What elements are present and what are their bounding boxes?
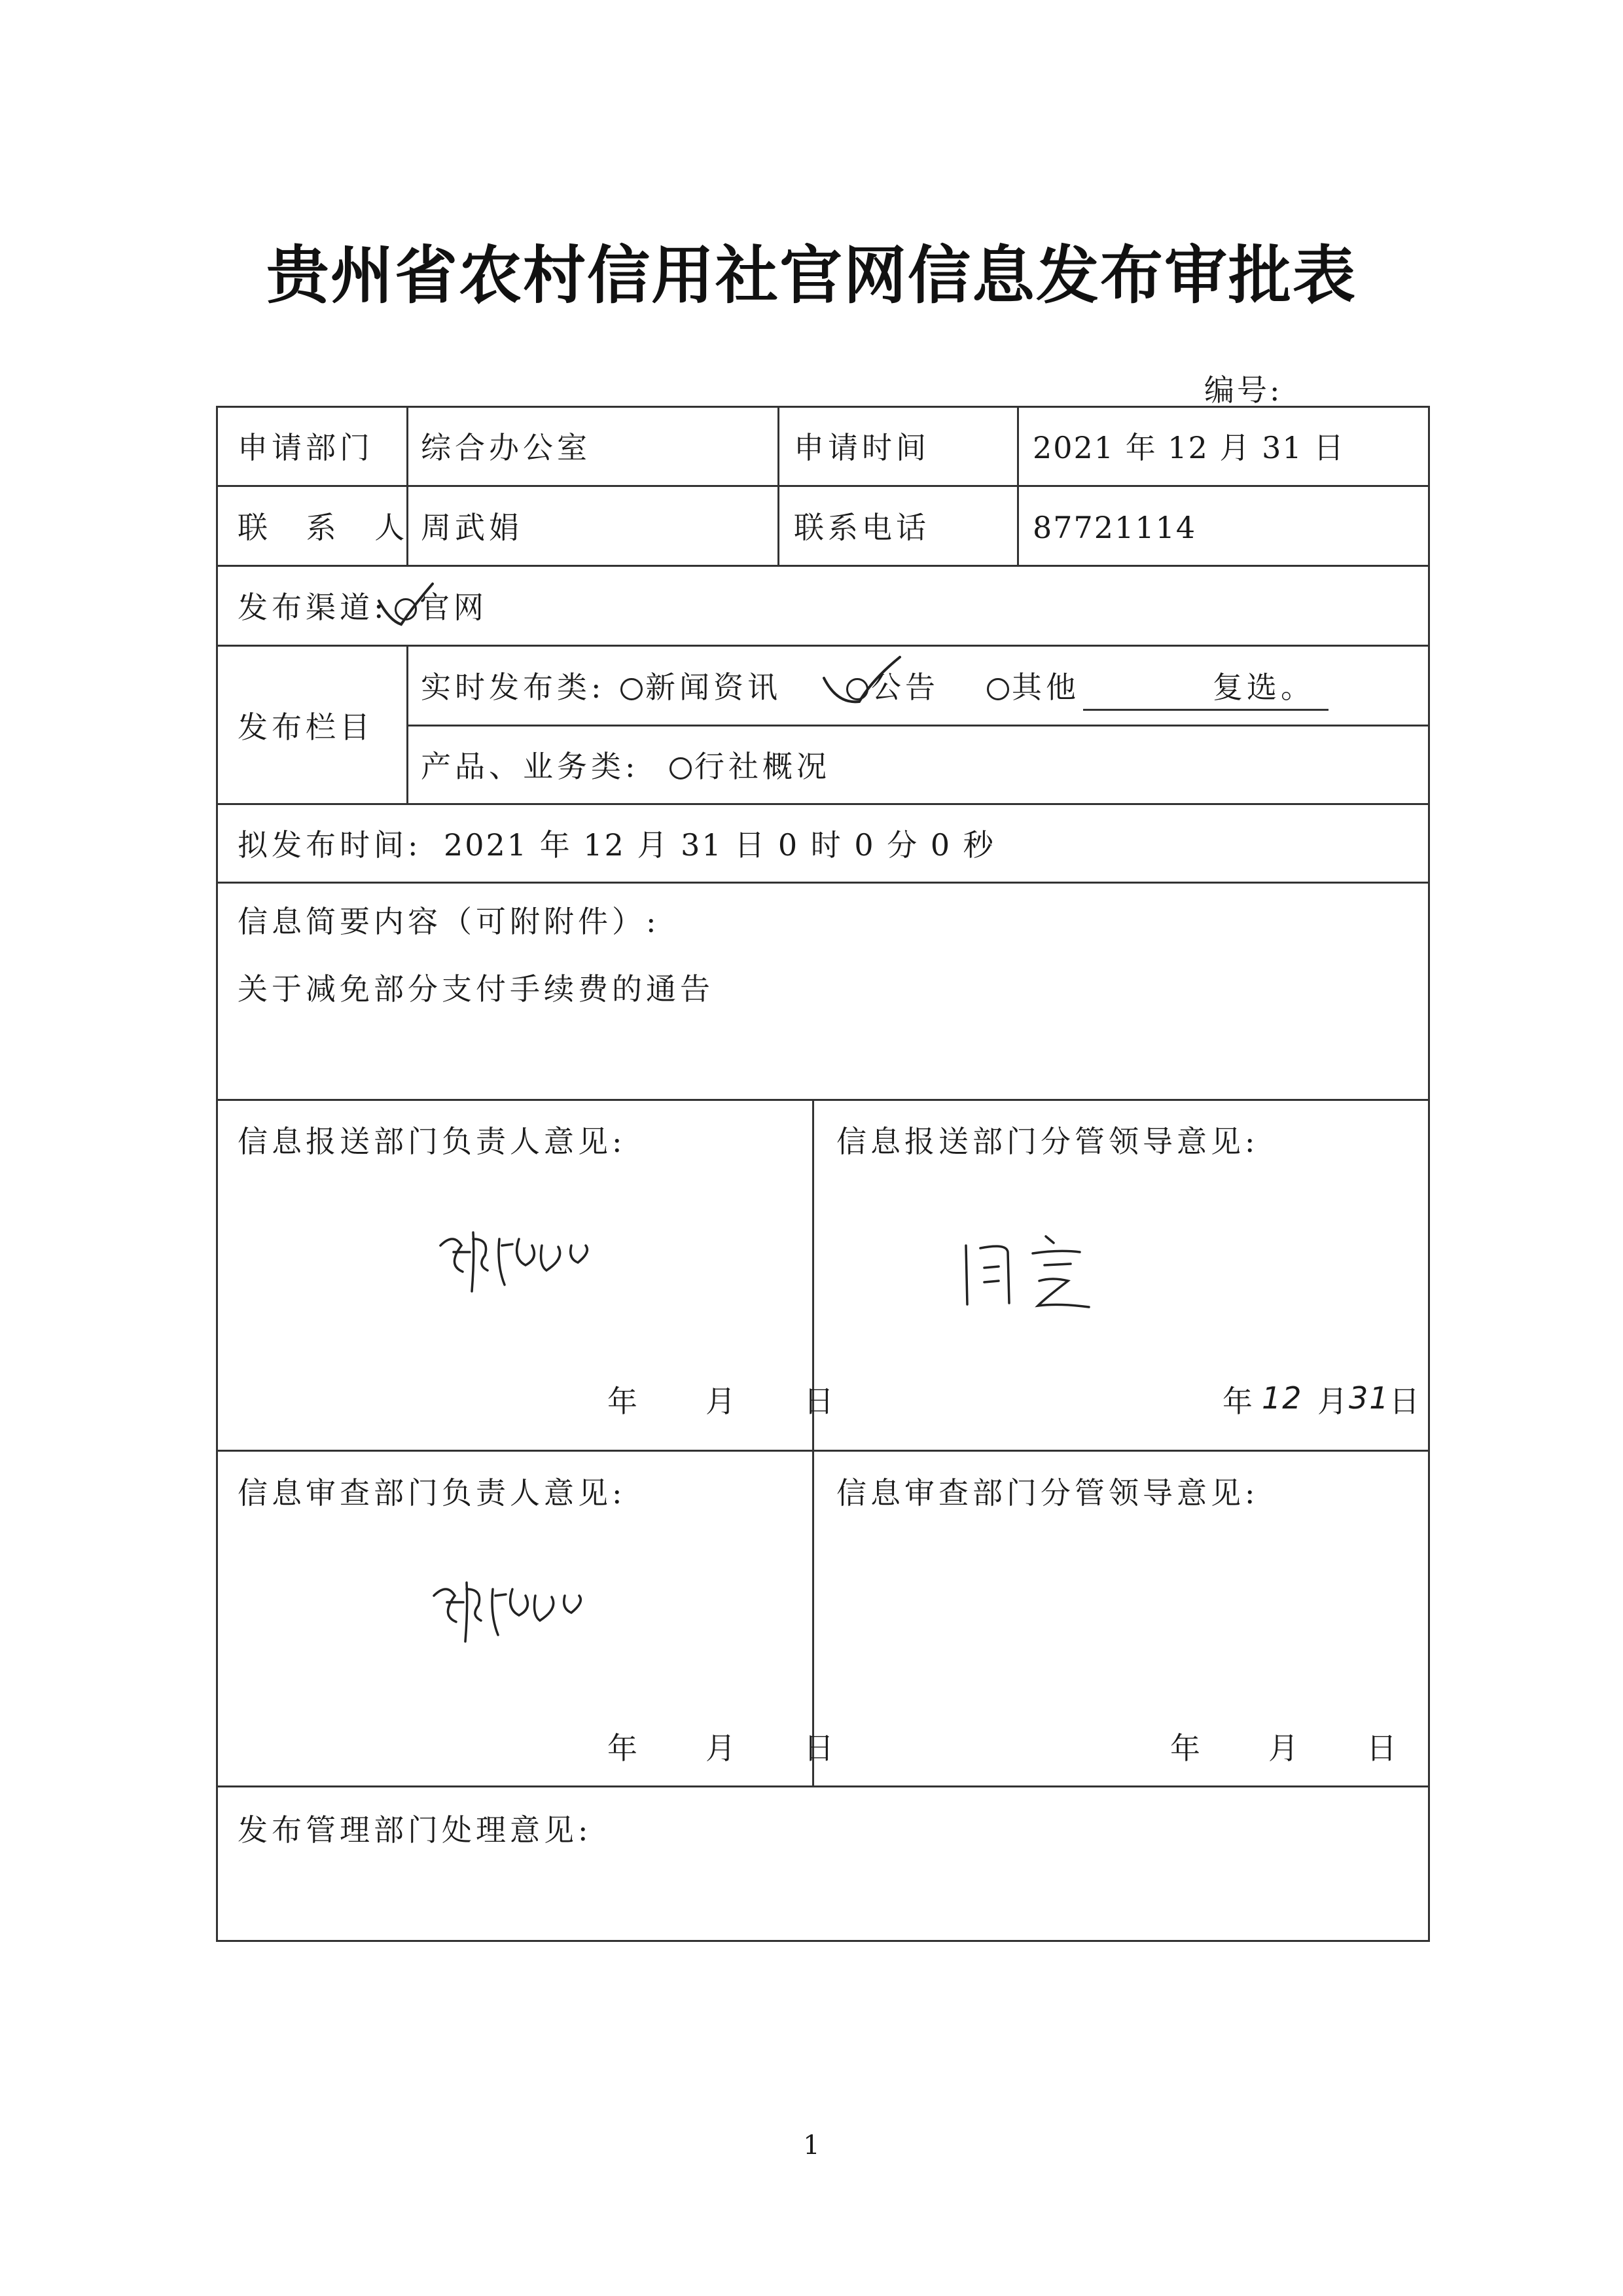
col-divider xyxy=(1017,408,1019,565)
send-leader-date-hand-day: 31 xyxy=(1349,1380,1390,1416)
phone-value: 87721114 xyxy=(1033,510,1197,545)
review-leader-date: 年 月 日 xyxy=(1170,1731,1399,1766)
send-leader-date-month: 月 xyxy=(1317,1384,1351,1419)
row-divider xyxy=(218,645,1428,647)
contact-label: 联 系 人 xyxy=(238,510,419,545)
send-leader-date-year: 年 xyxy=(1222,1384,1257,1419)
send-leader-date-day: 日 xyxy=(1389,1384,1423,1419)
product-label: 产品、业务类: xyxy=(421,749,639,784)
row-divider xyxy=(218,565,1428,567)
row-divider xyxy=(218,882,1428,884)
option-announcement[interactable]: 公告 xyxy=(846,672,939,702)
page-title: 贵州省农村信用社官网信息发布审批表 xyxy=(266,239,1357,312)
review-head-signature xyxy=(427,1570,591,1648)
apply-time-value: 2021 年 12 月 31 日 xyxy=(1033,430,1346,465)
row-divider xyxy=(218,1785,1428,1787)
handwritten-check-icon xyxy=(820,653,905,712)
summary-content: 关于减免部分支付手续费的通告 xyxy=(238,971,714,1007)
publish-time-value: 2021 年 12 月 31 日 0 时 0 分 0 秒 xyxy=(444,827,995,863)
row-divider xyxy=(218,1099,1428,1101)
publish-time-label: 拟发布时间: xyxy=(238,827,422,863)
apply-dept-value: 综合办公室 xyxy=(421,430,591,465)
review-head-date: 年 月 日 xyxy=(607,1731,836,1766)
apply-time-label: 申请时间 xyxy=(794,430,930,465)
page-number: 1 xyxy=(803,2130,820,2161)
realtime-label: 实时发布类: xyxy=(421,670,605,705)
review-head-opinion-label: 信息审查部门负责人意见: xyxy=(238,1475,626,1511)
radio-circle-icon xyxy=(669,757,692,780)
row-divider xyxy=(218,803,1428,805)
row-divider xyxy=(218,485,1428,487)
col-divider xyxy=(777,408,779,565)
send-leader-opinion-label: 信息报送部门分管领导意见: xyxy=(836,1124,1259,1159)
handwritten-check-icon xyxy=(376,581,435,634)
review-leader-opinion-label: 信息审查部门分管领导意见: xyxy=(836,1475,1259,1511)
send-head-signature xyxy=(434,1219,604,1298)
serial-number-label: 编号: xyxy=(1204,372,1283,408)
other-fill-line xyxy=(1083,709,1329,711)
summary-label: 信息简要内容（可附附件）: xyxy=(238,904,660,939)
channel-option-official-site[interactable]: 官网 xyxy=(395,592,488,622)
col-divider xyxy=(812,1099,814,1785)
other-fill-value: 复选。 xyxy=(1213,670,1315,705)
send-head-opinion-label: 信息报送部门负责人意见: xyxy=(238,1124,626,1159)
row-divider xyxy=(406,725,1428,726)
send-leader-date-hand-month: 12 xyxy=(1262,1380,1303,1416)
radio-circle-icon xyxy=(620,678,643,700)
column-label: 发布栏目 xyxy=(238,709,374,745)
channel-label: 发布渠道: xyxy=(238,590,388,625)
apply-dept-label: 申请部门 xyxy=(238,430,374,465)
phone-label: 联系电话 xyxy=(794,510,930,545)
row-divider xyxy=(218,1450,1428,1452)
send-head-date: 年 月 日 xyxy=(607,1384,836,1419)
option-other[interactable]: 其他 xyxy=(987,672,1080,702)
radio-circle-icon xyxy=(987,678,1009,700)
option-news[interactable]: 新闻资讯 xyxy=(620,672,781,702)
option-bank-overview[interactable]: 行社概况 xyxy=(669,751,830,781)
mgmt-opinion-label: 发布管理部门处理意见: xyxy=(238,1812,592,1848)
contact-value: 周武娟 xyxy=(421,510,523,545)
approval-form xyxy=(216,406,1430,1942)
col-divider xyxy=(406,645,408,803)
send-leader-signature xyxy=(961,1226,1118,1318)
